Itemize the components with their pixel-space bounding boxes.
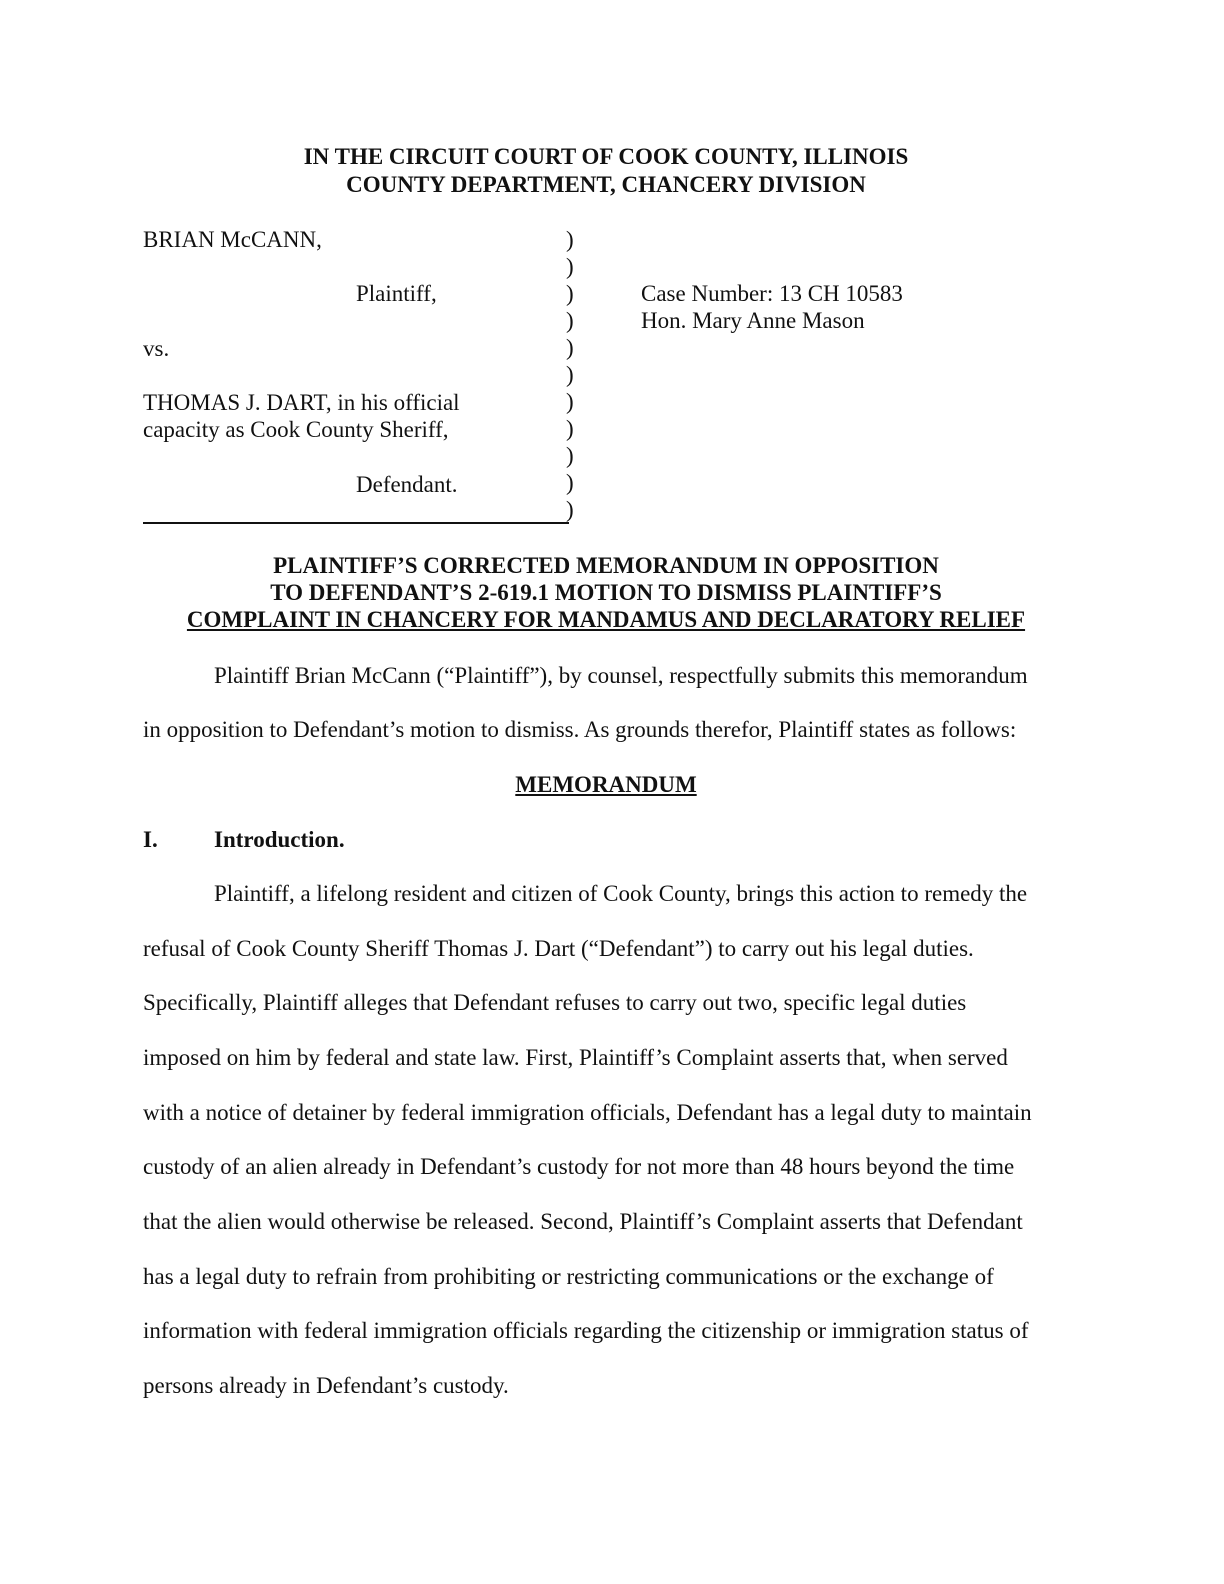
body-paragraph-line: Specifically, Plaintiff alleges that Defendant refuses to carry out two, specific legal duties	[143, 990, 967, 1015]
plaintiff-role: Plaintiff,	[356, 281, 437, 306]
judge-name: Hon. Mary Anne Mason	[641, 308, 865, 333]
court-header	[0, 143, 1212, 199]
body-paragraph-line: has a legal duty to refrain from prohibiting or restricting communications or the exchange of	[143, 1264, 994, 1289]
defendant-capacity: capacity as Cook County Sheriff,	[143, 417, 449, 442]
defendant-role: Defendant.	[356, 472, 458, 497]
caption-paren: )	[566, 308, 574, 333]
intro-paragraph-line: Plaintiff Brian McCann (“Plaintiff”), by counsel, respectfully submits this memorandum	[214, 663, 1028, 688]
title-line: TO DEFENDANT’S 2-619.1 MOTION TO DISMISS PLAINTIFF’S	[270, 580, 942, 605]
caption-paren: )	[566, 470, 574, 495]
caption-paren: )	[566, 443, 574, 468]
versus-label: vs.	[143, 336, 170, 361]
body-paragraph-line: with a notice of detainer by federal immigration officials, Defendant has a legal duty to maintain	[143, 1100, 1032, 1125]
caption-paren: )	[566, 416, 574, 441]
body-paragraph-line: information with federal immigration officials regarding the citizenship or immigration status of	[143, 1318, 1029, 1343]
section-number: I.	[143, 827, 158, 852]
section-title: Introduction.	[214, 827, 345, 852]
body-paragraph-line: persons already in Defendant’s custody.	[143, 1373, 509, 1398]
caption-divider	[143, 522, 569, 524]
caption-paren: )	[566, 227, 574, 252]
document-title	[0, 552, 1212, 633]
caption-paren: )	[566, 281, 574, 306]
caption-paren: )	[566, 362, 574, 387]
caption-paren-column	[566, 226, 586, 523]
intro-paragraph-line: in opposition to Defendant’s motion to dismiss. As grounds therefor, Plaintiff states as follows:	[143, 717, 1017, 742]
body-paragraph-line: custody of an alien already in Defendant’s custody for not more than 48 hours beyond the time	[143, 1154, 1015, 1179]
caption-paren: )	[566, 254, 574, 279]
memorandum-heading: MEMORANDUM	[515, 772, 697, 797]
body-paragraph-line: imposed on him by federal and state law. First, Plaintiff’s Complaint asserts that, when served	[143, 1045, 1008, 1070]
case-number: Case Number: 13 CH 10583	[641, 281, 903, 306]
caption-paren: )	[566, 335, 574, 360]
caption-paren: )	[566, 497, 574, 522]
title-line: PLAINTIFF’S CORRECTED MEMORANDUM IN OPPOSITION	[273, 553, 939, 578]
body-paragraph-line: that the alien would otherwise be released. Second, Plaintiff’s Complaint asserts that Defendant	[143, 1209, 1023, 1234]
title-line: COMPLAINT IN CHANCERY FOR MANDAMUS AND DECLARATORY RELIEF	[186, 607, 1026, 632]
court-division: COUNTY DEPARTMENT, CHANCERY DIVISION	[346, 172, 866, 197]
court-name: IN THE CIRCUIT COURT OF COOK COUNTY, ILLINOIS	[303, 144, 909, 169]
caption-paren: )	[566, 389, 574, 414]
body-paragraph-line: Plaintiff, a lifelong resident and citizen of Cook County, brings this action to remedy the	[214, 881, 1028, 906]
defendant-name: THOMAS J. DART, in his official	[143, 390, 460, 415]
body-paragraph-line: refusal of Cook County Sheriff Thomas J. Dart (“Defendant”) to carry out his legal duties.	[143, 936, 974, 961]
plaintiff-name: BRIAN McCANN,	[143, 227, 322, 252]
